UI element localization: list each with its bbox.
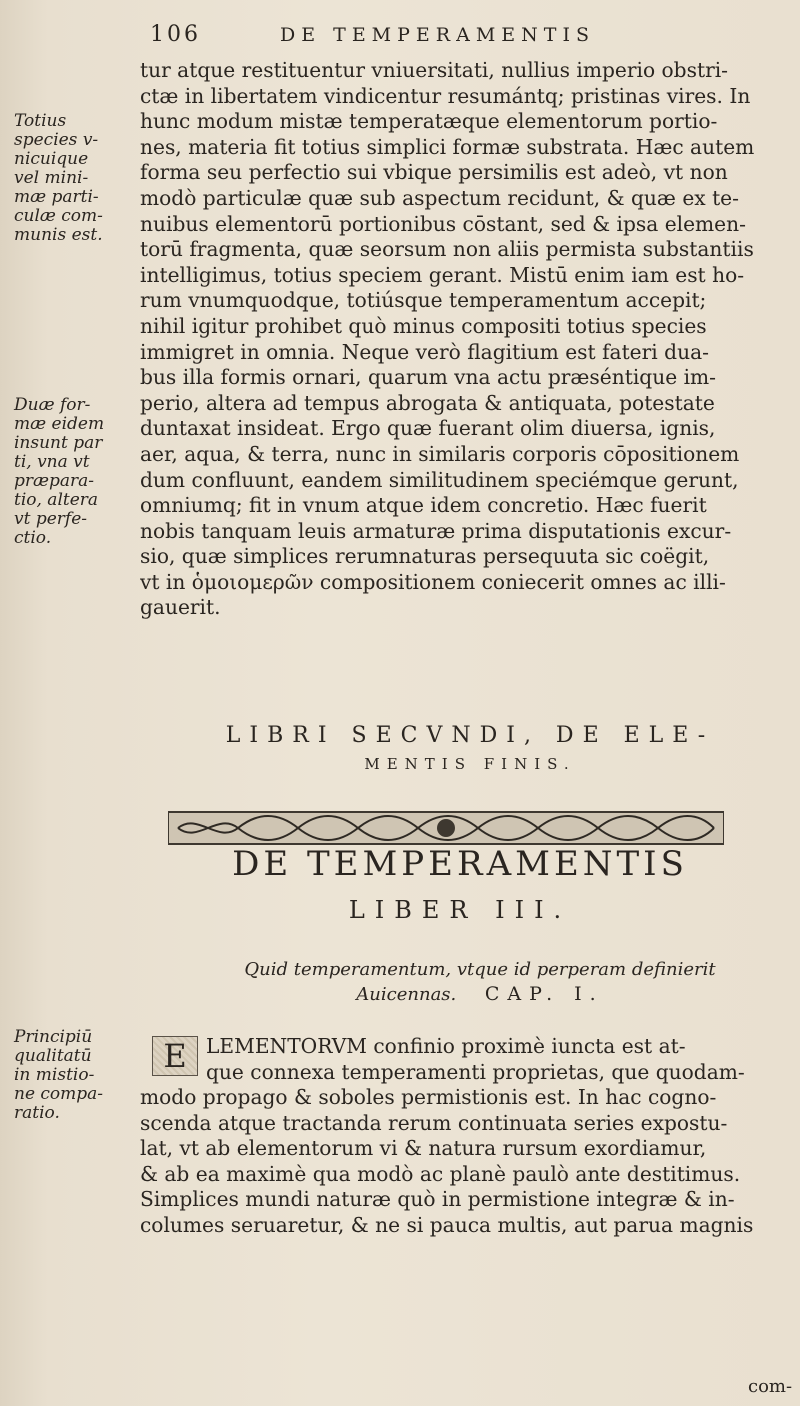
body-text-bottom-indented xyxy=(206,1034,788,1085)
text-line: vt in ὁμοιομερῶν compositionem coniecerit omnes ac illi- xyxy=(140,569,726,594)
book-number: LIBER III. xyxy=(348,896,572,924)
text-line: & ab ea maximè qua modò ac planè paulò ante destitimus. xyxy=(140,1161,741,1186)
margin-note-text: Principiū qualitatū in mistio- ne compa- ratio. xyxy=(14,1027,104,1123)
margin-note-2 xyxy=(14,396,142,548)
text-line: hunc modum mistæ temperatæque elementorum portio- xyxy=(140,109,718,134)
text-line: intelligimus, totius speciem gerant. Mistū enim iam est ho- xyxy=(140,262,745,287)
text-line: ctæ in libertatem vindicentur resumántq; pristinas vires. In xyxy=(140,83,751,108)
text-line: nuibus elementorū portionibus cōstant, sed & ipsa elemen- xyxy=(140,211,746,236)
margin-note-1 xyxy=(14,112,142,245)
text-line: modo propago & soboles permistionis est. In hac cogno- xyxy=(140,1085,717,1109)
text-line: perio, altera ad tempus abrogata & antiquata, potestate xyxy=(140,390,715,415)
text-line: tur atque restituentur vniuersitati, nullius imperio obstri- xyxy=(140,58,728,82)
text-line: nihil igitur prohibet quò minus compositi totius species xyxy=(140,313,707,338)
text-line: sio, quæ simplices rerumnaturas persequuta sic coëgit, xyxy=(140,544,710,569)
text-line: duntaxat insideat. Ergo quæ fuerant olim diuersa, ignis, xyxy=(140,416,716,441)
text-line: scenda atque tractanda rerum continuata series expostu- xyxy=(140,1110,728,1135)
text-line: modò particulæ quæ sub aspectum recidunt, & quæ ex te- xyxy=(140,185,739,210)
text-line: Simplices mundi naturæ quò in permistione integræ & in- xyxy=(140,1187,735,1212)
text-line: aer, aqua, & terra, nunc in similaris corporis cōpositionem xyxy=(140,441,740,466)
text-line: lat, vt ab elementorum vi & natura rursum exordiamur, xyxy=(140,1136,707,1161)
text-line: LEMENTORVM confinio proximè iuncta est at- xyxy=(206,1034,686,1058)
body-text-bottom xyxy=(140,1085,788,1239)
text-line: omniumq; fit in vnum atque idem concretio. Hæc fuerit xyxy=(140,493,707,518)
text-line: nes, materia fit totius simplici formæ substrata. Hæc autem xyxy=(140,134,755,159)
margin-note-3 xyxy=(14,1028,142,1123)
decorated-initial: E xyxy=(152,1036,198,1076)
chapter-heading-author: Auicennas. xyxy=(356,984,457,1005)
text-line: dum confluunt, eandem similitudinem speciémque gerunt, xyxy=(140,467,739,492)
margin-note-text: Totius species v- nicuique vel mini- mæ parti- culæ com- munis est. xyxy=(14,111,103,245)
text-line: torū fragmenta, quæ seorsum non aliis permista substantiis xyxy=(140,237,754,262)
text-line: gauerit. xyxy=(140,595,221,620)
catchword: com- xyxy=(748,1376,793,1397)
book-end-notice xyxy=(160,722,780,778)
page-header xyxy=(150,18,790,54)
text-line: columes seruaretur, & ne si pauca multis, aut parua magnis xyxy=(140,1212,754,1237)
body-text-top xyxy=(140,58,788,621)
chapter-heading xyxy=(180,958,780,1007)
text-line: rum vnumquodque, totiúsque temperamentum accepit; xyxy=(140,288,707,313)
finis-line-2: MENTIS FINIS. xyxy=(364,755,576,773)
decorative-ornament-band xyxy=(168,808,724,848)
page-number: 106 xyxy=(150,22,201,47)
book-title: DE TEMPERAMENTIS xyxy=(232,844,688,884)
chapter-heading-line-2 xyxy=(180,982,780,1007)
chapter-number: CAP. I. xyxy=(484,983,604,1005)
running-title: DE TEMPERAMENTIS xyxy=(280,24,595,46)
text-line: bus illa formis ornari, quarum vna actu præséntique im- xyxy=(140,365,716,390)
chapter-heading-line-1: Quid temperamentum, vtque id perperam definierit xyxy=(244,959,716,980)
text-line: forma seu perfectio sui vbique persimilis est adeò, vt non xyxy=(140,160,728,185)
text-line: nobis tanquam leuis armaturæ prima disputationis excur- xyxy=(140,518,732,543)
text-line: que connexa temperamenti proprietas, que quodam- xyxy=(206,1059,745,1084)
margin-note-text: Duæ for- mæ eidem insunt par ti, vna vt præpara- tio, altera vt perfe- ctio. xyxy=(14,395,105,548)
finis-line-1: LIBRI SECVNDI, DE ELE- xyxy=(225,723,715,748)
text-line: immigret in omnia. Neque verò flagitium est fateri dua- xyxy=(140,339,709,364)
